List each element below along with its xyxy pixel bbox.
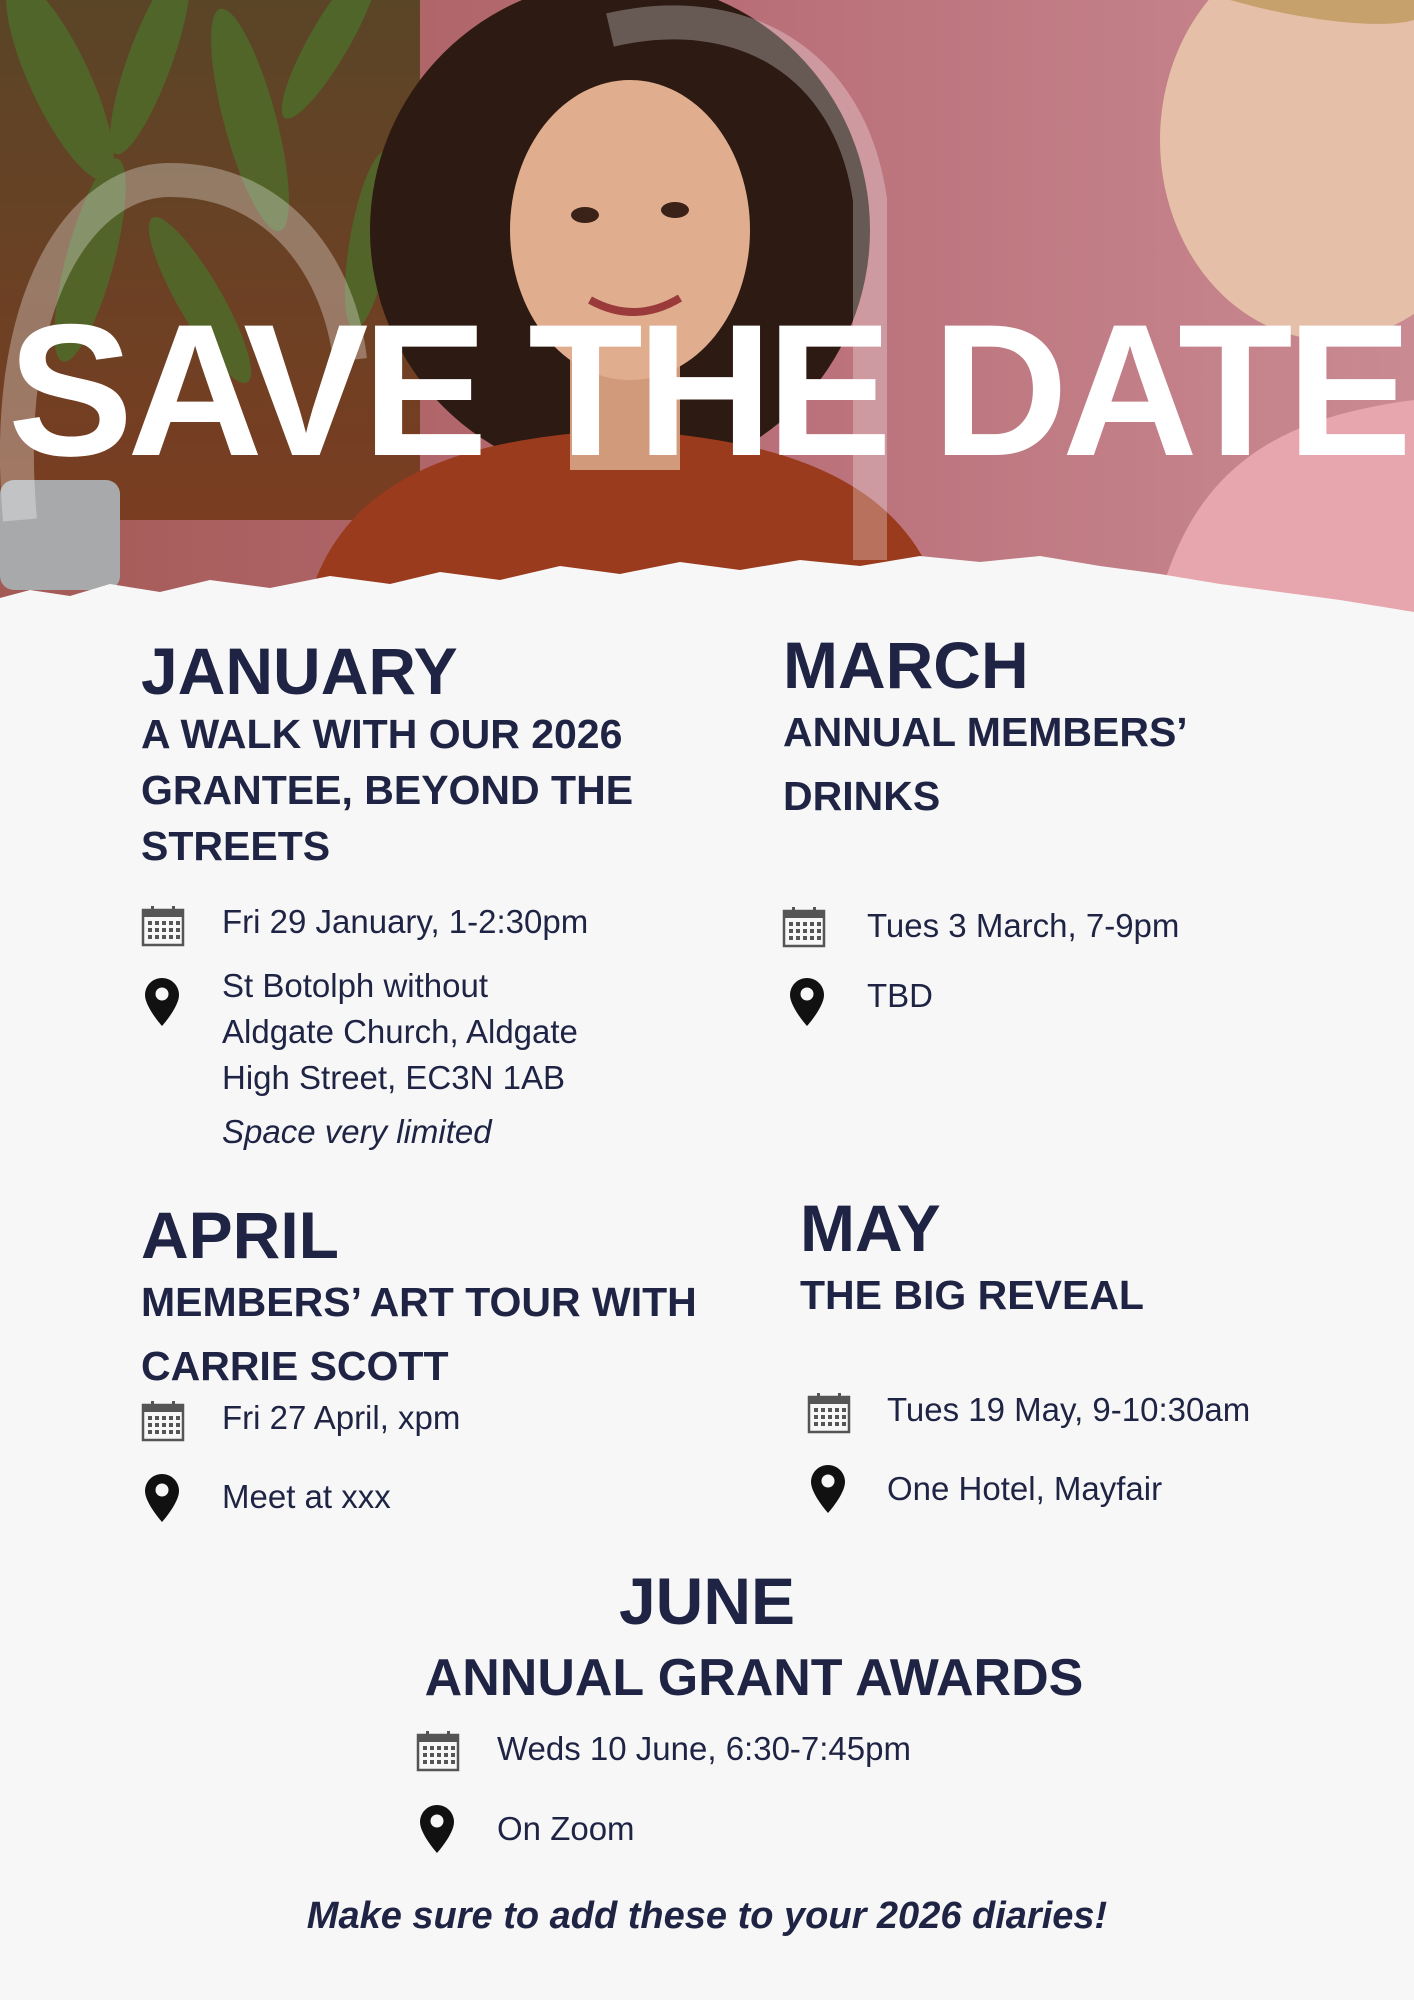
event-note: Space very limited: [222, 1113, 492, 1150]
event-title-line: DRINKS: [783, 773, 941, 819]
event-title-line: ANNUAL GRANT AWARDS: [424, 1649, 1084, 1707]
event-june: [0, 1566, 1414, 1636]
event-title-line: A WALK WITH OUR 2026: [141, 711, 623, 757]
event-location-line: High Street, EC3N 1AB: [222, 1059, 565, 1096]
footer-reminder: Make sure to add these to your 2026 diaries!: [306, 1895, 1108, 1937]
event-date: Fri 27 April, xpm: [222, 1399, 461, 1436]
event-june-title: [0, 1646, 1414, 1710]
calendar-icon: [416, 1730, 460, 1772]
calendar-icon: [782, 906, 826, 948]
hero-photo: [0, 0, 1414, 640]
month-heading: APRIL: [141, 1198, 339, 1272]
event-april: [141, 1200, 761, 1398]
event-title-line: GRANTEE, BEYOND THE: [141, 767, 634, 813]
event-location: One Hotel, Mayfair: [887, 1470, 1163, 1507]
calendar-icon: [141, 1400, 185, 1442]
event-location: On Zoom: [497, 1810, 635, 1847]
event-march: [783, 630, 1303, 828]
event-title-line: THE BIG REVEAL: [800, 1272, 1144, 1318]
map-pin-icon: [420, 1805, 454, 1853]
event-january: [141, 636, 701, 874]
event-location-line: Aldgate Church, Aldgate: [222, 1013, 578, 1050]
calendar-icon: [807, 1392, 851, 1434]
event-date: Weds 10 June, 6:30-7:45pm: [497, 1730, 911, 1767]
month-heading: MAY: [800, 1191, 941, 1265]
event-location: TBD: [867, 977, 933, 1014]
event-date: Tues 3 March, 7-9pm: [867, 907, 1180, 944]
map-pin-icon: [145, 978, 179, 1026]
month-heading: MARCH: [783, 628, 1029, 702]
event-location-line: St Botolph without: [222, 967, 488, 1004]
event-title-line: STREETS: [141, 823, 331, 869]
map-pin-icon: [790, 978, 824, 1026]
event-title-line: MEMBERS’ ART TOUR WITH: [141, 1279, 697, 1325]
map-pin-icon: [811, 1465, 845, 1513]
month-heading: JANUARY: [141, 634, 458, 708]
map-pin-icon: [145, 1474, 179, 1522]
event-title-line: CARRIE SCOTT: [141, 1343, 449, 1389]
calendar-icon: [141, 905, 185, 947]
event-date: Tues 19 May, 9-10:30am: [887, 1391, 1251, 1428]
page-title: SAVE THE DATE: [7, 285, 1407, 495]
event-may: [800, 1193, 1300, 1327]
event-location: Meet at xxx: [222, 1478, 391, 1515]
event-date: Fri 29 January, 1-2:30pm: [222, 903, 589, 940]
month-heading: JUNE: [618, 1564, 796, 1638]
event-title-line: ANNUAL MEMBERS’: [783, 709, 1188, 755]
